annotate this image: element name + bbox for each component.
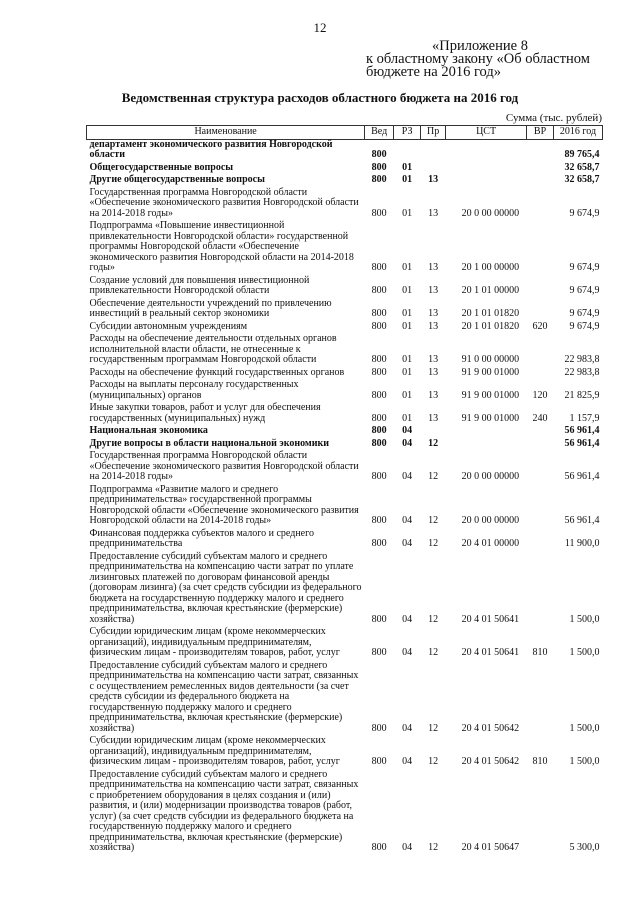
- row-sum: 21 825,9: [564, 389, 600, 401]
- header-cst: ЦСТ: [446, 126, 527, 140]
- row-vr: [527, 186, 554, 220]
- row-cst: [446, 173, 527, 186]
- row-vr: [527, 437, 554, 450]
- row-name: Подпрограмма «Развитие малого и среднего предпринимательства» государственной программы Новгородской области «Обеспечение экономического развития Новгородской области на 2014-2018 годы»: [89, 483, 359, 526]
- row-rz: 01: [402, 412, 413, 424]
- row-pr: 12: [428, 437, 439, 449]
- row-sum: 1 500,0: [569, 756, 600, 767]
- row-cst: 91 9 00 01000: [461, 412, 520, 424]
- row-sum: 11 900,0: [564, 538, 600, 549]
- row-sum: 9 674,9: [569, 285, 600, 296]
- row-vr: [527, 161, 554, 174]
- row-pr: [421, 424, 446, 437]
- row-cst: 91 0 00 00000: [461, 354, 520, 365]
- row-name: Расходы на обеспечение функций государственных органов: [89, 366, 345, 378]
- row-rz: 01: [402, 308, 413, 319]
- table-row: [87, 550, 603, 626]
- row-rz: 01: [402, 320, 413, 332]
- row-pr: 13: [428, 366, 439, 378]
- row-cst: [446, 161, 527, 174]
- row-rz: 04: [402, 437, 413, 449]
- row-vr: 810: [532, 756, 548, 767]
- row-name: Другие общегосударственные вопросы: [89, 174, 265, 185]
- row-vr: [527, 219, 554, 274]
- row-name: Создание условий для повышения инвестиционной привлекательности Новгородской области: [89, 274, 310, 296]
- row-ved: 800: [371, 647, 387, 658]
- page-number: 12: [313, 20, 327, 35]
- row-pr: 13: [428, 320, 439, 332]
- row-ved: 800: [371, 366, 387, 378]
- row-cst: 91 9 00 01000: [461, 366, 520, 378]
- row-sum: 9 674,9: [569, 207, 600, 219]
- row-rz: 01: [402, 366, 413, 378]
- row-vr: [527, 173, 554, 186]
- row-ved: 800: [371, 722, 387, 734]
- row-rz: 04: [402, 613, 413, 625]
- row-sum: 1 500,0: [569, 613, 600, 625]
- header-name: Наименование: [87, 126, 365, 140]
- table-row: [87, 768, 603, 854]
- row-vr: 240: [532, 412, 548, 424]
- row-ved: 800: [371, 149, 387, 160]
- row-cst: 91 9 00 01000: [461, 389, 520, 401]
- row-cst: [446, 139, 527, 161]
- table-row: [87, 449, 603, 483]
- row-rz: 01: [402, 174, 413, 185]
- row-cst: 20 1 01 00000: [461, 285, 520, 296]
- row-rz: 01: [402, 389, 413, 401]
- row-pr: 12: [428, 647, 439, 658]
- row-vr: [527, 332, 554, 366]
- row-sum: 89 765,4: [564, 149, 600, 160]
- row-cst: 20 4 01 50642: [461, 756, 520, 767]
- table-row: [87, 378, 603, 401]
- header-ved: Вед: [365, 126, 394, 140]
- table-row: [87, 186, 603, 220]
- row-pr: [421, 139, 446, 161]
- row-sum: 56 961,4: [564, 471, 600, 482]
- appendix-line-3: бюджете на 2016 год»: [366, 64, 502, 80]
- row-pr: 12: [428, 515, 439, 526]
- row-name: Подпрограмма «Повышение инвестиционной привлекательности Новгородской области» государственной программы Новгородской области «Обеспечение экономического развития Новгородской области на 2014-2018 годы»: [89, 220, 354, 273]
- row-rz: 01: [402, 262, 413, 273]
- row-rz: 04: [402, 471, 413, 482]
- row-cst: 20 0 00 00000: [461, 207, 520, 219]
- appendix-line-2: к областному закону «Об областном: [366, 51, 590, 67]
- row-ved: 800: [371, 842, 387, 853]
- table-row: [87, 139, 603, 161]
- row-vr: [527, 139, 554, 161]
- row-name: Финансовая поддержка субъектов малого и среднего предпринимательства: [89, 527, 314, 549]
- row-ved: 800: [371, 320, 387, 332]
- row-vr: [527, 274, 554, 297]
- appendix-heading: [366, 40, 590, 79]
- row-name: Субсидии юридическим лицам (кроме некоммерческих организаций), индивидуальным предпринимателям, физическим лицам - производителям товаров, работ, услуг: [89, 735, 340, 767]
- row-rz: 04: [402, 538, 413, 549]
- table-row: [87, 483, 603, 527]
- row-sum: 9 674,9: [569, 320, 600, 332]
- row-cst: 20 1 01 01820: [461, 308, 520, 319]
- row-pr: 13: [428, 285, 439, 296]
- row-rz: [394, 139, 421, 161]
- row-pr: 12: [428, 471, 439, 482]
- row-ved: 800: [371, 437, 387, 449]
- table-row: [87, 173, 603, 186]
- row-cst: 20 4 01 50647: [461, 842, 520, 853]
- row-sum: 5 300,0: [569, 842, 600, 853]
- row-pr: [421, 161, 446, 174]
- row-pr: 13: [428, 174, 439, 185]
- row-name: Расходы на обеспечение деятельности отдельных органов исполнительной власти области, не отнесенные к государственным программам Новгородской области: [89, 333, 337, 365]
- budget-table: [86, 125, 603, 854]
- row-cst: 20 0 00 00000: [461, 471, 520, 482]
- row-cst: [446, 437, 527, 450]
- row-cst: 20 4 01 50641: [461, 647, 520, 658]
- row-cst: 20 1 01 01820: [461, 320, 520, 332]
- document-title: Ведомственная структура расходов областного бюджета на 2016 год: [121, 90, 519, 105]
- row-rz: 04: [402, 647, 413, 658]
- row-ved: 800: [371, 285, 387, 296]
- table-row: [87, 734, 603, 768]
- table-header-row: [87, 126, 603, 140]
- row-name: Обеспечение деятельности учреждений по привлечению инвестиций в реальный сектор экономики: [89, 297, 332, 319]
- table-row: [87, 424, 603, 437]
- row-sum: 9 674,9: [569, 262, 600, 273]
- row-rz: 04: [402, 756, 413, 767]
- row-name: Другие вопросы в области национальной экономики: [89, 437, 330, 449]
- row-name: Предоставление субсидий субъектам малого и среднего предпринимательства на компенсацию части затрат, связанных с осуществлением ремесленных видов деятельности (за счет средств субсидии из федерального бюджета на государственную поддержку малого и среднего предпринимательства, включая крестьянские (фермерские) хозяйства): [89, 659, 359, 734]
- row-vr: [527, 366, 554, 379]
- table-row: [87, 527, 603, 550]
- row-sum: 32 658,7: [564, 161, 600, 173]
- row-rz: 01: [402, 354, 413, 365]
- row-cst: [446, 424, 527, 437]
- row-vr: [527, 483, 554, 527]
- row-ved: 800: [371, 515, 387, 526]
- row-ved: 800: [371, 207, 387, 219]
- row-name: Предоставление субсидий субъектам малого и среднего предпринимательства на компенсацию части затрат по уплате лизинговых платежей по договорам финансовой аренды (договорам лизинга) (за счет средств субсидии из федерального бюджета на государственную поддержку малого и среднего предпринимательства, включая крестьянские (фермерские) хозяйства): [89, 550, 362, 625]
- header-pr: Пр: [421, 126, 446, 140]
- table-body: [87, 139, 603, 854]
- row-name: Государственная программа Новгородской области «Обеспечение экономического развития Новгородской области на 2014-2018 годы»: [89, 186, 359, 219]
- table-row: [87, 437, 603, 450]
- row-ved: 800: [371, 174, 387, 185]
- row-pr: 12: [428, 613, 439, 625]
- row-pr: 13: [428, 262, 439, 273]
- table-row: [87, 161, 603, 174]
- row-rz: 04: [402, 722, 413, 734]
- row-ved: 800: [371, 161, 387, 173]
- row-vr: [527, 527, 554, 550]
- row-rz: 01: [402, 161, 413, 173]
- row-cst: 20 1 00 00000: [461, 262, 520, 273]
- table-row: [87, 332, 603, 366]
- row-vr: [527, 550, 554, 626]
- table-row: [87, 659, 603, 735]
- row-sum: 1 500,0: [569, 647, 600, 658]
- row-sum: 9 674,9: [569, 308, 600, 319]
- row-name: Субсидии юридическим лицам (кроме некоммерческих организаций), индивидуальным предпринимателям, физическим лицам - производителям товаров, работ, услуг: [89, 626, 340, 658]
- row-cst: 20 4 01 00000: [461, 538, 520, 549]
- row-vr: [527, 768, 554, 854]
- row-pr: 13: [428, 412, 439, 424]
- row-ved: 800: [371, 471, 387, 482]
- table-row: [87, 219, 603, 274]
- row-ved: 800: [371, 538, 387, 549]
- header-rz: РЗ: [394, 126, 421, 140]
- table-row: [87, 625, 603, 659]
- row-sum: 22 983,8: [564, 354, 600, 365]
- header-vr: ВР: [527, 126, 554, 140]
- row-name: Государственная программа Новгородской области «Обеспечение экономического развития Новгородской области на 2014-2018 годы»: [89, 450, 359, 482]
- row-vr: [527, 424, 554, 437]
- row-ved: 800: [371, 308, 387, 319]
- row-vr: 620: [532, 320, 548, 332]
- row-name: Предоставление субсидий субъектам малого и среднего предпринимательства на компенсацию части затрат, связанных с приобретением оборудования в целях создания и (или) развития, и (или) модернизации производства товаров (работ, услуг) (за счет средств субсидии из федерального бюджета на государственную поддержку малого и среднего предпринимательства, включая крестьянские (фермерские) хозяйства): [89, 768, 359, 853]
- row-name: Субсидии автономным учреждениям: [89, 320, 248, 332]
- row-sum: 1 500,0: [569, 722, 600, 734]
- table-row: [87, 320, 603, 333]
- row-rz: 04: [402, 842, 413, 853]
- row-vr: 120: [532, 389, 548, 401]
- row-ved: 800: [371, 613, 387, 625]
- row-sum: 22 983,8: [564, 366, 600, 378]
- row-sum: 56 961,4: [564, 515, 600, 526]
- row-ved: 800: [371, 412, 387, 424]
- table-row: [87, 401, 603, 424]
- header-year: 2016 год: [554, 126, 603, 140]
- row-pr: 12: [428, 538, 439, 549]
- row-pr: 12: [428, 756, 439, 767]
- row-pr: 12: [428, 722, 439, 734]
- appendix-line-1: «Приложение 8: [432, 38, 528, 54]
- row-sum: 56 961,4: [564, 437, 600, 449]
- units-label: Сумма (тыс. рублей): [505, 112, 602, 124]
- row-rz: 04: [402, 515, 413, 526]
- row-cst: 20 4 01 50641: [461, 613, 520, 625]
- row-rz: 04: [402, 425, 413, 436]
- row-rz: 01: [402, 285, 413, 296]
- row-name: Общегосударственные вопросы: [89, 161, 234, 173]
- row-ved: 800: [371, 756, 387, 767]
- row-cst: 20 0 00 00000: [461, 515, 520, 526]
- row-vr: [527, 297, 554, 320]
- row-vr: [527, 659, 554, 735]
- table-row: [87, 274, 603, 297]
- row-pr: 13: [428, 389, 439, 401]
- row-name: Иные закупки товаров, работ и услуг для обеспечения государственных (муниципальных) нужд: [89, 402, 321, 424]
- row-rz: 01: [402, 207, 413, 219]
- row-name: Расходы на выплаты персоналу государственных (муниципальных) органов: [89, 379, 299, 401]
- row-pr: 13: [428, 207, 439, 219]
- row-name: Национальная экономика: [89, 425, 208, 436]
- row-sum: 56 961,4: [564, 425, 600, 436]
- row-vr: 810: [532, 647, 548, 658]
- row-ved: 800: [371, 262, 387, 273]
- row-pr: 12: [428, 842, 439, 853]
- row-vr: [527, 449, 554, 483]
- row-ved: 800: [371, 425, 387, 436]
- row-ved: 800: [371, 354, 387, 365]
- table-row: [87, 297, 603, 320]
- row-ved: 800: [371, 389, 387, 401]
- row-sum: 32 658,7: [564, 174, 600, 185]
- row-cst: 20 4 01 50642: [461, 722, 520, 734]
- row-pr: 13: [428, 354, 439, 365]
- row-pr: 13: [428, 308, 439, 319]
- row-name: департамент экономического развития Новгородской области: [89, 138, 333, 160]
- row-sum: 1 157,9: [569, 412, 600, 424]
- table-row: [87, 366, 603, 379]
